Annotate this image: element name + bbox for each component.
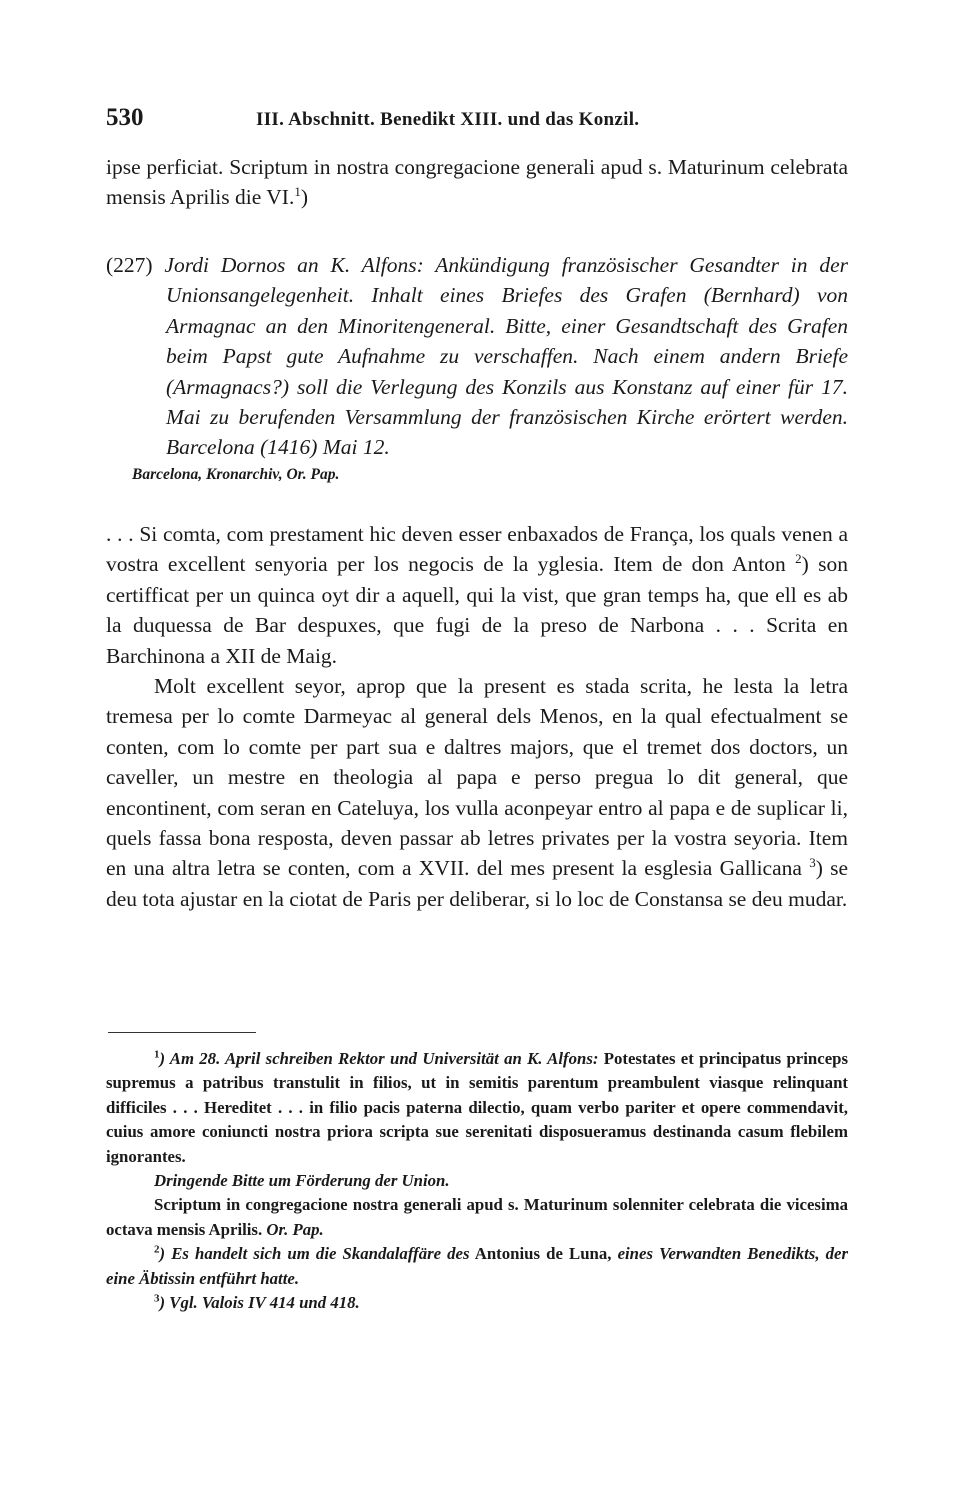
- intro-paragraph-block: [106, 152, 848, 213]
- letter-body: [106, 519, 848, 914]
- document-number: (227): [106, 253, 153, 277]
- page-header: [106, 104, 851, 140]
- footnote-1-scriptum: Scriptum in congregacione nostra generali apud s. Maturinum solenniter celebrata die vicesima octava mensis Aprilis. Or. Pap.: [106, 1195, 848, 1239]
- page-number: 530: [106, 104, 144, 131]
- regest-paragraph: [106, 250, 848, 463]
- footnote-1: $^1$) Am 28. April schreiben Rektor und Universität an K. Alfons: Potestates et principatus princeps supremus a patribus transtulit in filios, ut in semitis parentum preambulent viasque relinquant difficiles . . . Hereditet . . . in filio pacis paterna dilectio, quam verbo pariter et opere commendavit, cuius amore coniuncti nostra priora scripta sue serenitati disposueramus destinanda casum flebilem ignorantes.: [106, 1048, 849, 1166]
- archive-source: Barcelona, Kronarchiv, Or. Pap.: [132, 465, 340, 483]
- footnotes: [106, 1047, 848, 1315]
- regest-text: Jordi Dornos an K. Alfons: Ankündigung französischer Gesandter in der Unionsangelegenheit. Inhalt eines Briefes des Grafen (Bernhard) von Armagnac an den Minoritengeneral. Bitte, einer Gesandtschaft des Grafen beim Papst gute Aufnahme zu verschaffen. Nach einem andern Briefe (Armagnacs?) soll die Verlegung des Konzils aus Konstanz auf einer für 17. Mai zu berufenden Versammlung der französischen Kirche erörtert werden. Barcelona (1416) Mai 12.: [164, 253, 849, 460]
- footnote-divider: [108, 1032, 256, 1033]
- footnote-mark-3: 3: [154, 1292, 160, 1305]
- footnote-1-heading: Dringende Bitte um Förderung der Union.: [154, 1171, 450, 1191]
- intro-paragraph: ipse perficiat. Scriptum in nostra congregacione generali apud s. Maturinum celebrata mensis Aprilis die VI.$^1$): [106, 155, 848, 210]
- footnote-3: $^3$) Vgl. Valois IV 414 und 418.: [154, 1292, 360, 1313]
- footnote-ref-1: 1: [294, 184, 301, 200]
- footnote-mark-1: 1: [154, 1048, 160, 1061]
- footnote-1-source: Or. Pap.: [266, 1219, 324, 1239]
- letter-paragraph-2: Molt excellent seyor, aprop que la present es stada scrita, he lesta la letra tremesa per lo comte Darmeyac al general dels Menos, en la qual efectualment se conten, com lo comte per part sua e daltres majors, que el tremet dos doctors, un caveller, un mestre en theologia al papa e perso pregua lo dit general, que encontinent, com seran en Cateluya, los vulla aconpeyar entro al papa e de suplicar li, quels fassa bona resposta, deven passar ab letres privates per la vostra seyoria. Item en una altra letra se conten, com a XVII. del mes present la esglesia Gallicana $^3$) se deu tota ajustar en la ciotat de Paris per deliberar, si lo loc de Constansa se deu mudar.: [106, 674, 848, 911]
- footnote-2: $^2$) Es handelt sich um die Skandalaffäre des Antonius de Luna, eines Verwandten Benedikts, der eine Äbtissin entführt hatte.: [106, 1243, 849, 1288]
- regest-block: [106, 250, 848, 487]
- running-title: III. Abschnitt. Benedikt XIII. und das Konzil.: [256, 109, 640, 130]
- letter-paragraph-1: . . . Si comta, com prestament hic deven esser enbaxados de França, los quals venen a vostra excellent senyoria per los negocis de la yglesia. Item de don Anton $^2$) son certifficat per un quinca oyt dir a aquell, qui la vist, que gran temps ha, que ell es ab la duquessa de Bar despuxes, que fugi de la preso de Narbona . . . Scrita en Barchinona a XII de Maig.: [106, 522, 849, 668]
- footnote-ref-3: 3: [809, 855, 816, 871]
- footnote-mark-2: 2: [154, 1243, 160, 1256]
- footnote-ref-2: 2: [795, 551, 802, 567]
